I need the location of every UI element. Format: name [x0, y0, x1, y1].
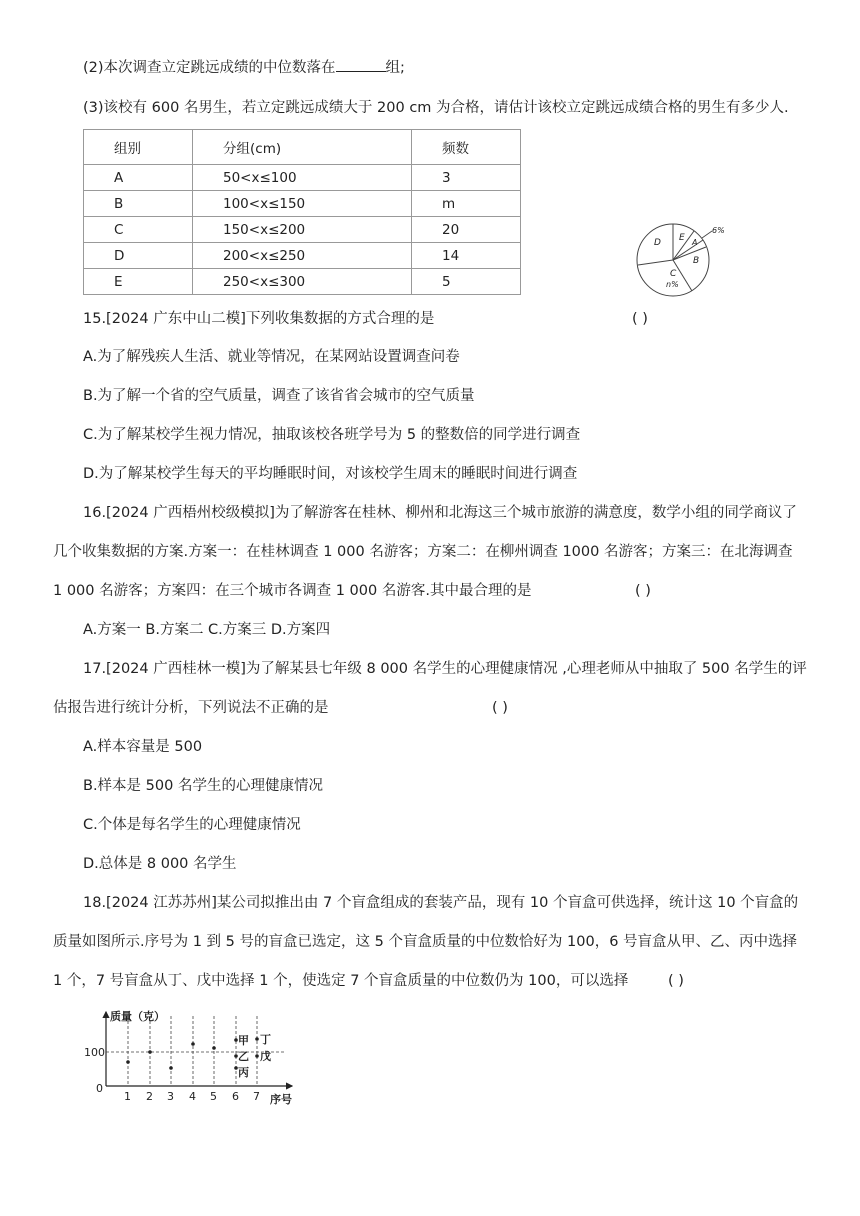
question-15-option-c: C.为了解某校学生视力情况，抽取该校各班学号为 5 的整数倍的同学进行调查 [83, 427, 581, 443]
y-tick-100: 100 [84, 1046, 105, 1059]
q2-text-before: (2)本次调查立定跳远成绩的中位数落在 [83, 60, 336, 76]
x-tick-3: 3 [167, 1090, 174, 1103]
question-16-line3: 1 000 名游客；方案四：在三个城市各调查 1 000 名游客.其中最合理的是 [53, 583, 532, 599]
q2-text-after: 组; [385, 60, 405, 76]
x-tick-1: 1 [124, 1090, 131, 1103]
pie-label-c: C [670, 269, 677, 279]
label-yi: 乙 [238, 1050, 249, 1063]
table-cell: 100<x≤150 [193, 191, 412, 217]
frequency-table [83, 129, 521, 295]
table-cell: 3 [412, 165, 521, 191]
question-3: (3)该校有 600 名男生，若立定跳远成绩大于 200 cm 为合格，请估计该校立定跳远成绩合格的男生有多少人. [83, 100, 789, 116]
question-16-paren: ( ) [635, 583, 651, 599]
table-cell: 20 [412, 217, 521, 243]
question-16-options: A.方案一 B.方案二 C.方案三 D.方案四 [83, 622, 331, 638]
table-row [84, 269, 521, 295]
question-17-paren: ( ) [492, 700, 508, 716]
pie-chart-figure [630, 218, 755, 303]
table-cell: B [84, 191, 193, 217]
table-cell: D [84, 243, 193, 269]
x-tick-4: 4 [189, 1090, 196, 1103]
table-cell: E [84, 269, 193, 295]
question-17-line2: 估报告进行统计分析，下列说法不正确的是 [53, 700, 329, 716]
pie-label-e: E [679, 233, 685, 243]
question-17-option-b: B.样本是 500 名学生的心理健康情况 [83, 778, 323, 794]
question-18-paren: ( ) [668, 973, 684, 989]
question-16-line1: 16.[2024 广西梧州校级模拟]为了解游客在桂林、柳州和北海这三个城市旅游的满意度，数学小组的同学商议了 [83, 505, 797, 521]
question-15-option-b: B.为了解一个省的空气质量，调查了该省省会城市的空气质量 [83, 388, 475, 404]
table-cell: 250<x≤300 [193, 269, 412, 295]
data-point-7-wu [255, 1054, 259, 1058]
question-18-line3: 1 个，7 号盲盒从丁、戊中选择 1 个，使选定 7 个盲盒质量的中位数仍为 100，可以选择 [53, 973, 629, 989]
question-15-option-a: A.为了解残疾人生活、就业等情况，在某网站设置调查问卷 [83, 349, 460, 365]
question-15-stem: 15.[2024 广东中山二模]下列收集数据的方式合理的是 [83, 311, 435, 327]
y-axis-label: 质量（克） [110, 1010, 165, 1023]
table-cell: 14 [412, 243, 521, 269]
question-16-line2: 几个收集数据的方案.方案一：在桂林调查 1 000 名游客；方案二：在柳州调查 1000 名游客；方案三：在北海调查 [53, 544, 793, 560]
header-group: 组别 [84, 130, 193, 165]
box-mass-figure [84, 1006, 304, 1106]
data-point-1 [126, 1060, 130, 1064]
question-18-line2: 质量如图所示.序号为 1 到 5 号的盲盒已选定，这 5 个盲盒质量的中位数恰好为 100，6 号盲盒从甲、乙、丙中选择 [53, 934, 798, 950]
table-header-row [84, 130, 521, 165]
pie-label-a: A [692, 238, 698, 247]
table-row [84, 165, 521, 191]
label-bing: 丙 [238, 1066, 249, 1079]
data-point-2 [148, 1050, 152, 1054]
x-tick-7: 7 [253, 1090, 260, 1103]
table-cell: 200<x≤250 [193, 243, 412, 269]
label-ding: 丁 [260, 1033, 271, 1046]
question-15-paren: ( ) [632, 311, 648, 327]
x-tick-5: 5 [210, 1090, 217, 1103]
label-wu: 戊 [260, 1050, 271, 1063]
question-2 [83, 57, 405, 78]
table-cell: A [84, 165, 193, 191]
question-17-line1: 17.[2024 广西桂林一模]为了解某县七年级 8 000 名学生的心理健康情况 ,心理老师从中抽取了 500 名学生的评 [83, 661, 807, 677]
question-15-option-d: D.为了解某校学生每天的平均睡眠时间，对该校学生周末的睡眠时间进行调查 [83, 466, 578, 482]
x-axis-label: 序号 [270, 1093, 292, 1106]
table-row [84, 217, 521, 243]
table-cell: 5 [412, 269, 521, 295]
question-17-option-a: A.样本容量是 500 [83, 739, 203, 755]
table-cell: C [84, 217, 193, 243]
header-frequency: 频数 [412, 130, 521, 165]
pie-label-d: D [654, 238, 661, 248]
question-17-option-d: D.总体是 8 000 名学生 [83, 856, 237, 872]
header-range: 分组(cm) [193, 130, 412, 165]
question-18-line1: 18.[2024 江苏苏州]某公司拟推出由 7 个盲盒组成的套装产品，现有 10 个盲盒可供选择，统计这 10 个盲盒的 [83, 895, 799, 911]
pie-percent-a: 6% [712, 226, 725, 235]
table-cell: 150<x≤200 [193, 217, 412, 243]
table-cell: 50<x≤100 [193, 165, 412, 191]
pie-label-b: B [693, 256, 700, 266]
pie-percent-c: n% [666, 280, 679, 289]
data-point-3 [169, 1066, 173, 1070]
table-row [84, 243, 521, 269]
x-tick-2: 2 [146, 1090, 153, 1103]
data-point-7-ding [255, 1037, 259, 1041]
data-point-4 [191, 1042, 195, 1046]
answer-blank [336, 57, 386, 72]
table-cell: m [412, 191, 521, 217]
x-tick-6: 6 [232, 1090, 239, 1103]
question-17-option-c: C.个体是每名学生的心理健康情况 [83, 817, 301, 833]
origin-label: 0 [96, 1082, 103, 1095]
table-row [84, 191, 521, 217]
data-point-5 [212, 1046, 216, 1050]
label-jia: 甲 [238, 1034, 249, 1047]
